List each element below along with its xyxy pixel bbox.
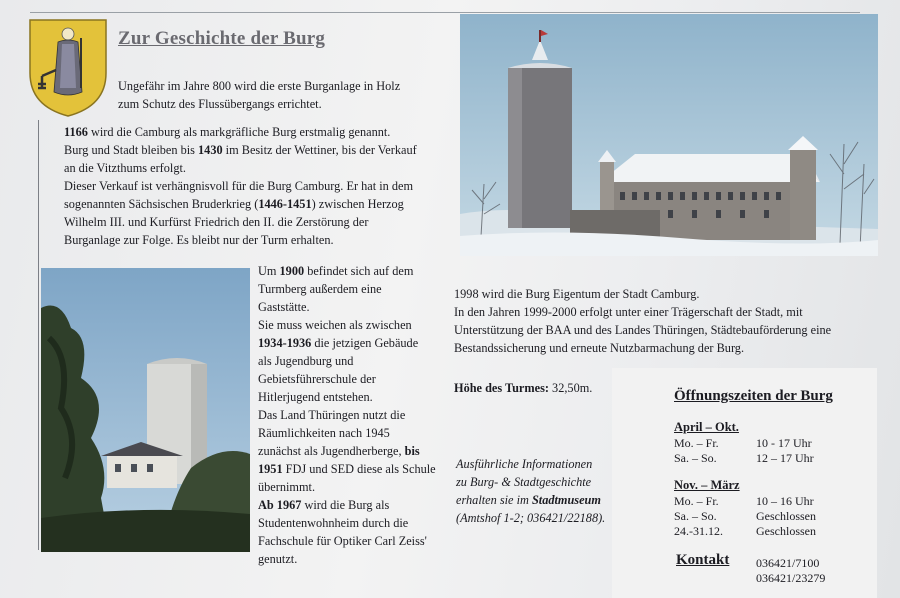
contact-phone-1: 036421/7100	[756, 556, 820, 570]
history-text-1: wird die Camburg als markgräfliche Burg erstmalig genannt.	[87, 125, 391, 139]
hours-row-days: 24.-31.12.	[674, 524, 723, 538]
middle-line-8: Hitlerjugend entstehen.	[258, 390, 373, 404]
history-line-5	[64, 196, 404, 213]
recent-line-4: Bestandssicherung und erneute Nutzbarmachung der Burg.	[454, 341, 745, 355]
years-1934-1936: 1934-1936	[258, 336, 312, 350]
tower-height-value: 32,50m.	[548, 381, 593, 395]
history-line-3: an die Vitzthums erfolgt.	[64, 161, 186, 175]
middle-line-10: Räumlichkeiten nach 1945	[258, 426, 390, 440]
frame-line-top	[30, 12, 860, 13]
info-line-3	[456, 492, 601, 509]
history-text-2b: im Besitz der Wettiner, bis der Verkauf	[222, 143, 417, 157]
contact-phone-2: 036421/23279	[756, 571, 826, 585]
middle-text-1b: befindet sich auf dem	[304, 264, 414, 278]
year-1166: 1166	[64, 125, 88, 139]
info-line-4: (Amtshof 1-2; 036421/22188).	[456, 511, 606, 525]
history-line-1	[64, 124, 390, 141]
frame-line-left	[38, 120, 39, 550]
middle-line-12	[258, 461, 436, 478]
middle-line-13: übernimmt.	[258, 480, 316, 494]
middle-line-16: Fachschule für Optiker Carl Zeiss'	[258, 534, 427, 548]
middle-text-1a: Um	[258, 264, 280, 278]
history-text-5b: ) zwischen Herzog	[311, 197, 404, 211]
tower-height	[454, 380, 592, 397]
middle-line-17: genutzt.	[258, 552, 298, 566]
contact-label: Kontakt	[676, 552, 730, 568]
history-line-4: Dieser Verkauf ist verhängnisvoll für die Burg Camburg. Er hat in dem	[64, 179, 414, 193]
middle-line-2: Turmberg außerdem eine	[258, 282, 382, 296]
season-april-okt: April – Okt.	[674, 420, 739, 434]
page-title: Zur Geschichte der Burg	[118, 28, 326, 49]
middle-line-9: Das Land Thüringen nutzt die	[258, 408, 406, 422]
tower-height-label: Höhe des Turmes:	[454, 381, 549, 395]
hours-row-time: 10 – 16 Uhr	[756, 494, 814, 508]
coat-of-arms-image	[28, 18, 108, 118]
hours-row-time: 10 - 17 Uhr	[756, 436, 812, 450]
hours-row-days: Sa. – So.	[674, 451, 717, 465]
history-line-7: Burganlage zur Folge. Es bleibt nur der Turm erhalten.	[64, 233, 334, 247]
summer-castle-photo	[41, 268, 250, 552]
middle-text-12b: FDJ und SED diese als Schule	[282, 462, 436, 476]
info-text-3a: erhalten sie im	[456, 493, 532, 507]
hours-row-days: Mo. – Fr.	[674, 436, 719, 450]
year-1900: 1900	[279, 264, 305, 278]
middle-bis: bis	[404, 444, 420, 458]
recent-line-1: 1998 wird die Burg Eigentum der Stadt Camburg.	[454, 287, 700, 301]
middle-text-5b: die jetzigen Gebäude	[311, 336, 419, 350]
info-line-2: zu Burg- & Stadtgeschichte	[456, 475, 592, 489]
opening-hours-title: Öffnungszeiten der Burg	[674, 388, 833, 404]
hours-row-days: Sa. – So.	[674, 509, 717, 523]
season-nov-maerz: Nov. – März	[674, 478, 740, 492]
middle-line-5	[258, 335, 418, 352]
middle-line-1	[258, 263, 413, 280]
info-stadtmuseum: Stadtmuseum	[531, 493, 601, 507]
hours-row-days: Mo. – Fr.	[674, 494, 719, 508]
hours-row-time: Geschlossen	[756, 509, 816, 523]
recent-line-3: Unterstützung der BAA und des Landes Thüringen, Städtebauförderung eine	[454, 323, 832, 337]
history-text-5a: sogenannten Sächsischen Bruderkrieg (	[64, 197, 259, 211]
years-1446-1451: 1446-1451	[258, 197, 312, 211]
middle-text-11a: zunächst als Jugendherberge,	[258, 444, 405, 458]
hours-row-time: Geschlossen	[756, 524, 816, 538]
middle-line-7: Gebietsführerschule der	[258, 372, 376, 386]
middle-line-3: Gaststätte.	[258, 300, 310, 314]
year-1430: 1430	[198, 143, 223, 157]
middle-line-6: als Jugendburg und	[258, 354, 354, 368]
winter-castle-photo	[460, 14, 878, 256]
middle-line-15: Studentenwohnheim durch die	[258, 516, 409, 530]
intro-line-1: Ungefähr im Jahre 800 wird die erste Burganlage in Holz	[118, 79, 401, 93]
history-text-2a: Burg und Stadt bleiben bis	[64, 143, 199, 157]
history-line-6: Wilhelm III. und Kurfürst Friedrich den II. die Zerstörung der	[64, 215, 369, 229]
middle-text-14b: wird die Burg als	[301, 498, 390, 512]
year-1951: 1951	[258, 462, 283, 476]
hours-row-time: 12 – 17 Uhr	[756, 451, 814, 465]
info-line-1: Ausführliche Informationen	[456, 457, 593, 471]
recent-line-2: In den Jahren 1999-2000 erfolgt unter einer Trägerschaft der Stadt, mit	[454, 305, 803, 319]
middle-line-14	[258, 497, 389, 514]
year-ab-1967: Ab 1967	[258, 498, 302, 512]
middle-line-4: Sie muss weichen als zwischen	[258, 318, 412, 332]
history-line-2	[64, 142, 417, 159]
intro-line-2: zum Schutz des Flussübergangs errichtet.	[118, 97, 322, 111]
middle-line-11	[258, 443, 420, 460]
